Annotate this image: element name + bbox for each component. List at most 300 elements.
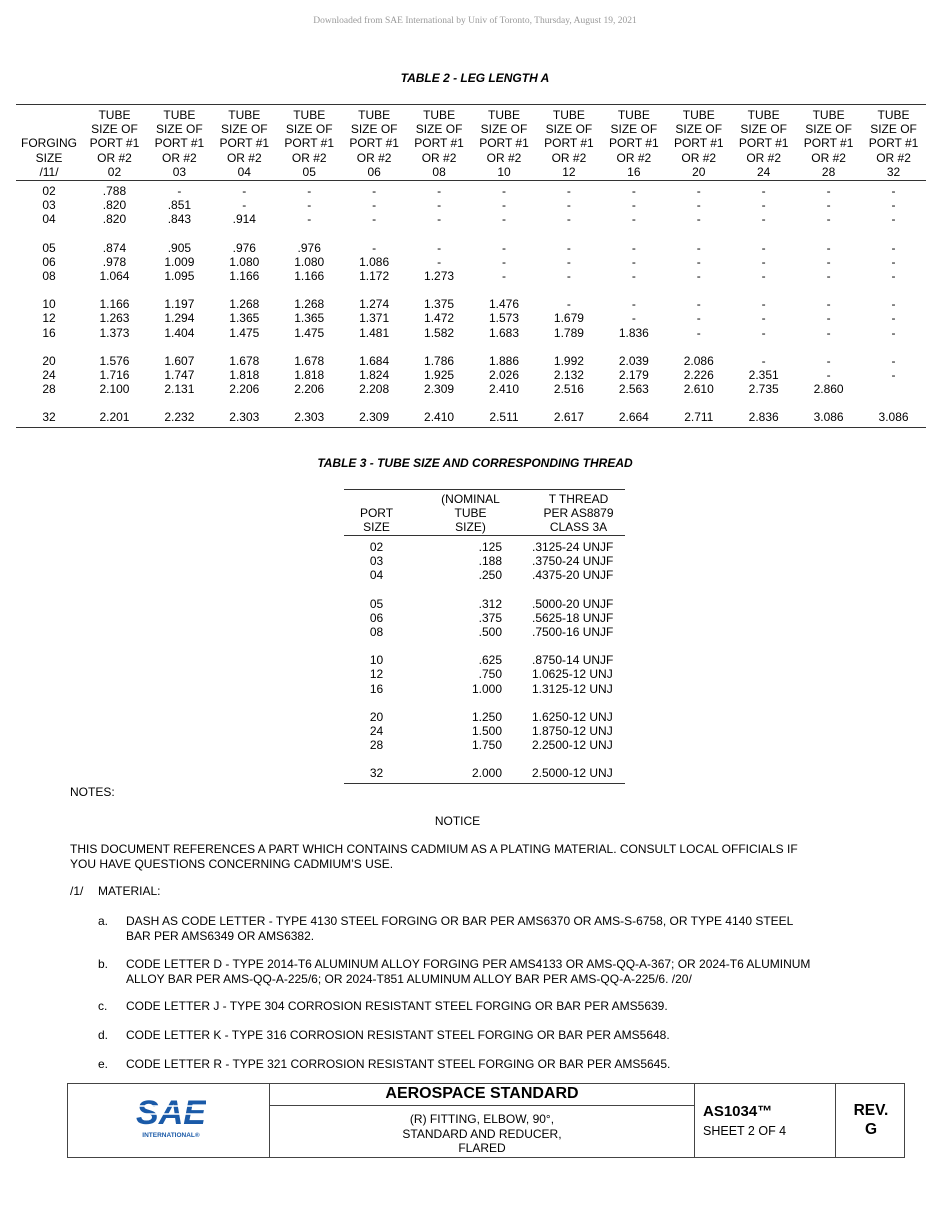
table2-header-cell: OR #2 <box>551 150 587 165</box>
table-cell: 12 <box>42 311 56 326</box>
table2-header-cell: 10 <box>497 164 511 179</box>
table-cell: 1.268 <box>294 297 325 312</box>
table-row <box>16 269 926 283</box>
material-item-letter: a. <box>98 914 109 928</box>
table2-header-cell: PORT #1 <box>673 136 724 151</box>
table2-header-cell: PORT #1 <box>738 136 789 151</box>
table-cell: .5625-18 UNJF <box>532 610 614 625</box>
table-cell: 2.179 <box>618 368 649 383</box>
table-cell: 1.476 <box>488 297 519 312</box>
table-cell: 1.273 <box>424 269 455 284</box>
table-cell: 1.836 <box>618 325 649 340</box>
table-cell: 1.404 <box>164 325 195 340</box>
table-cell: - <box>761 325 766 340</box>
table-cell: - <box>242 198 247 213</box>
table-row <box>344 696 625 724</box>
notice-text: THIS DOCUMENT REFERENCES A PART WHICH CONTAINS CADMIUM AS A PLATING MATERIAL. CONSULT LOCAL OFFICIALS IF YOU HAVE QUESTIONS CONCERNING CADMIUM’S USE. <box>70 842 798 871</box>
table-cell: 2.5000-12 UNJ <box>532 766 613 781</box>
table2-header-cell: SIZE OF <box>740 122 788 137</box>
table-row <box>344 554 625 568</box>
table-cell: .750 <box>478 667 502 682</box>
table-cell: - <box>826 325 831 340</box>
doc-number: AS1034™ <box>703 1103 773 1120</box>
table-row <box>16 340 926 368</box>
table-cell: 08 <box>369 625 384 640</box>
table-cell: .4375-20 UNJF <box>532 568 614 583</box>
table-cell: .250 <box>478 568 502 583</box>
table-row <box>344 611 625 625</box>
table-cell: 1.500 <box>471 724 502 739</box>
table2-header-cell: SIZE OF <box>156 122 203 137</box>
table-cell: - <box>566 240 571 255</box>
table-cell: - <box>437 240 442 255</box>
table-cell: - <box>826 353 831 368</box>
table2-header-cell: SIZE OF <box>91 122 138 137</box>
table2-header-cell: TUBE <box>552 108 585 122</box>
table-cell: - <box>696 297 701 312</box>
table2-header-cell: TUBE <box>358 108 391 122</box>
table-cell: 2.206 <box>229 382 260 397</box>
table-cell: 1.886 <box>488 353 519 368</box>
table-cell: 02 <box>42 184 56 199</box>
table-cell: 1.197 <box>164 297 195 312</box>
table-cell: .500 <box>478 625 502 640</box>
table-cell: 1.824 <box>359 368 390 383</box>
table-cell: 28 <box>42 382 56 397</box>
table-row <box>16 396 926 427</box>
table-cell: - <box>826 254 831 269</box>
table-cell: .125 <box>478 540 502 554</box>
table-cell: 1.818 <box>229 368 260 383</box>
table2-header-cell: SIZE OF <box>805 122 852 137</box>
table-cell: 1.375 <box>424 297 455 312</box>
table2-header-cell: 05 <box>302 164 316 179</box>
table-cell: .7500-16 UNJF <box>532 625 614 640</box>
table-cell: - <box>566 184 571 199</box>
table2-header-cell: SIZE OF <box>285 122 333 137</box>
table-cell: 2.100 <box>99 382 130 397</box>
table-cell: .375 <box>478 610 502 625</box>
table2-header-cell: 32 <box>886 164 901 179</box>
table-cell: - <box>761 212 766 227</box>
table-cell: 3.086 <box>813 410 844 425</box>
table2-header-cell: TUBE <box>163 108 196 122</box>
table-cell: 04 <box>369 568 384 583</box>
table-cell: .905 <box>167 240 192 255</box>
material-num: /1/ <box>70 884 84 898</box>
table2-header-cell: SIZE OF <box>220 122 268 137</box>
table-cell: 10 <box>369 653 384 668</box>
table2-header-cell: OR #2 <box>876 150 911 165</box>
table2-header-cell: OR #2 <box>97 150 132 165</box>
revision: REV. G <box>853 1102 889 1138</box>
table-cell: - <box>761 353 766 368</box>
table-cell: - <box>437 198 442 213</box>
table-cell: .5000-20 UNJF <box>532 596 614 611</box>
table-cell: .851 <box>167 198 192 213</box>
table-cell: 1.925 <box>424 368 455 383</box>
table-cell: - <box>891 184 896 199</box>
table-cell: 2.711 <box>684 410 714 425</box>
table-cell: 1.274 <box>359 297 390 312</box>
part-description: (R) FITTING, ELBOW, 90°, STANDARD AND REDUCER, FLARED <box>402 1112 562 1155</box>
table-cell: - <box>372 240 377 255</box>
table-row <box>16 382 926 396</box>
table-cell: 20 <box>42 353 56 368</box>
table-cell: - <box>566 254 571 269</box>
table-cell: .3125-24 UNJF <box>532 540 614 554</box>
table-cell: 1.166 <box>229 269 260 284</box>
table-cell: 03 <box>42 198 56 213</box>
table2-header-cell: OR #2 <box>811 150 846 165</box>
table-cell: - <box>761 198 766 213</box>
table2-header-cell: PORT #1 <box>414 136 464 151</box>
table-cell: 2.351 <box>748 368 779 383</box>
table-cell: - <box>501 254 506 269</box>
table-cell: 1.679 <box>553 311 584 326</box>
table2-header-cell: TUBE <box>617 108 650 122</box>
table-cell: 06 <box>42 254 56 269</box>
table-cell: - <box>826 240 831 255</box>
table-cell: - <box>307 198 312 213</box>
material-item-letter: c. <box>98 999 108 1013</box>
table-cell: 2.2500-12 UNJ <box>532 738 613 753</box>
leg-length-table <box>16 104 926 428</box>
table3-title: TABLE 3 - TUBE SIZE AND CORRESPONDING THREAD <box>317 456 633 470</box>
table-cell: 1.263 <box>99 311 130 326</box>
table-cell: 1.3125-12 UNJ <box>532 681 613 696</box>
table-cell: 2.610 <box>683 382 714 397</box>
table-cell: - <box>696 325 701 340</box>
table-cell: 1.166 <box>99 297 130 312</box>
table-row <box>16 198 926 212</box>
table-cell: - <box>826 368 831 383</box>
table2-header-cell: PORT #1 <box>89 136 140 151</box>
table-cell: 2.563 <box>618 382 649 397</box>
table-row <box>344 738 625 752</box>
table-cell: 1.786 <box>424 353 455 368</box>
table2-header-cell: FORGING <box>21 136 77 151</box>
table-cell: - <box>372 198 377 213</box>
table2-header-cell: SIZE OF <box>675 122 723 137</box>
table-cell: 1.607 <box>164 353 195 368</box>
table2-header-cell: PORT #1 <box>284 136 335 151</box>
table-cell: 1.080 <box>294 254 325 269</box>
table-cell: 1.789 <box>553 325 584 340</box>
table-cell: - <box>307 184 312 199</box>
table-cell: 1.472 <box>424 311 455 326</box>
table-cell: - <box>501 184 506 199</box>
table2-header-cell: OR #2 <box>486 150 522 165</box>
table-cell: 2.086 <box>683 353 714 368</box>
table-cell: - <box>891 198 896 213</box>
table-cell: 1.080 <box>229 254 260 269</box>
table2-header-cell: 28 <box>821 164 836 179</box>
table2-header-cell: PORT #1 <box>349 136 399 151</box>
table2-header-cell: PORT #1 <box>803 136 854 151</box>
table2-header-cell: OR #2 <box>681 150 717 165</box>
material-item-text: CODE LETTER K - TYPE 316 CORROSION RESISTANT STEEL FORGING OR BAR PER AMS5648. <box>126 1028 670 1042</box>
table2-header-cell: TUBE <box>423 108 456 122</box>
table-cell: 1.716 <box>99 368 130 383</box>
table2-header-cell <box>16 105 82 123</box>
table2-header-cell: OR #2 <box>421 150 457 165</box>
table-cell: - <box>696 311 701 326</box>
table-cell: - <box>826 198 831 213</box>
table-cell: 08 <box>42 269 56 284</box>
table2-header-cell: TUBE <box>812 108 845 122</box>
notes-label: NOTES: <box>70 785 115 799</box>
table2-header-cell: PORT #1 <box>154 136 205 151</box>
table2-header-cell <box>16 122 82 136</box>
table-cell: - <box>566 297 571 312</box>
table-cell: .8750-14 UNJF <box>532 653 614 668</box>
table-row <box>16 212 926 226</box>
table-cell: 32 <box>42 410 56 425</box>
table2-header-cell: TUBE <box>682 108 715 122</box>
table-cell: - <box>631 269 636 284</box>
table-cell: - <box>631 311 636 326</box>
table-row <box>16 326 926 340</box>
table2-header-cell: /11/ <box>39 164 59 179</box>
table-cell: - <box>891 254 896 269</box>
table-cell: 04 <box>42 212 56 227</box>
table-cell: - <box>696 240 701 255</box>
table2-header-cell: TUBE <box>228 108 261 122</box>
table2-header-cell: 03 <box>172 164 187 179</box>
table-cell: - <box>761 254 766 269</box>
table2-header-cell: PORT #1 <box>544 136 594 151</box>
table2-header-cell: TUBE <box>98 108 131 122</box>
table-cell: 1.683 <box>488 325 519 340</box>
table-cell: - <box>696 184 701 199</box>
table-cell: 3.086 <box>878 410 909 425</box>
svg-text:SAE: SAE <box>136 1094 206 1132</box>
table-cell <box>861 382 926 396</box>
table2-header-cell: OR #2 <box>616 150 652 165</box>
table-cell: .188 <box>478 554 502 569</box>
sheet-number: SHEET 2 OF 4 <box>703 1124 787 1138</box>
table-cell: 1.294 <box>164 311 195 326</box>
table-row <box>16 181 926 199</box>
table-cell: - <box>826 184 831 199</box>
table-cell: - <box>696 269 701 284</box>
table-cell: 2.232 <box>164 410 195 425</box>
table-cell: .978 <box>102 254 127 269</box>
table-cell: 1.475 <box>229 325 260 340</box>
table-cell: 1.365 <box>294 311 325 326</box>
table-cell: 1.009 <box>164 254 195 269</box>
table-cell: 2.131 <box>164 382 195 397</box>
table-cell: 03 <box>369 554 384 569</box>
title-block <box>67 1083 905 1158</box>
table-row <box>344 536 625 555</box>
table-cell: - <box>566 198 571 213</box>
table-cell: - <box>631 297 636 312</box>
table-cell: - <box>177 184 182 199</box>
table-cell: - <box>761 184 766 199</box>
table-row <box>16 255 926 269</box>
table-cell: .3750-24 UNJF <box>532 554 614 569</box>
table-cell: - <box>761 297 766 312</box>
table-cell: 06 <box>369 610 384 625</box>
table-cell: 2.309 <box>424 382 455 397</box>
table-cell: .820 <box>102 212 127 227</box>
material-item-text: CODE LETTER J - TYPE 304 CORROSION RESISTANT STEEL FORGING OR BAR PER AMS5639. <box>126 999 668 1013</box>
table2-header-cell: SIZE OF <box>545 122 593 137</box>
table-cell: 1.582 <box>424 325 455 340</box>
table2-header-cell: 02 <box>107 164 122 179</box>
table2-header-cell: PORT #1 <box>609 136 659 151</box>
material-label: MATERIAL: <box>98 884 161 898</box>
table2-header-cell: OR #2 <box>746 150 782 165</box>
table-cell: 1.684 <box>359 353 390 368</box>
table2-header-cell: OR #2 <box>162 150 197 165</box>
table-cell: 2.664 <box>618 410 649 425</box>
table-cell: 16 <box>42 325 56 340</box>
table-cell: - <box>437 184 442 199</box>
table-cell: 02 <box>369 540 384 554</box>
table-row <box>16 368 926 382</box>
table-cell: 1.8750-12 UNJ <box>532 724 613 739</box>
table-cell: - <box>826 269 831 284</box>
material-item-letter: e. <box>98 1057 109 1071</box>
table-cell: 2.516 <box>553 382 584 397</box>
table-cell: .312 <box>478 596 502 611</box>
table-cell: 24 <box>369 724 384 739</box>
col-port-size: PORT SIZE <box>359 506 394 534</box>
table-cell: 2.303 <box>294 410 325 425</box>
table2-header-cell: 06 <box>367 164 381 179</box>
table-row <box>344 568 625 582</box>
table2-header-cell: TUBE <box>293 108 326 122</box>
table-cell: - <box>761 311 766 326</box>
table-cell: 1.678 <box>294 353 325 368</box>
table-cell: - <box>826 297 831 312</box>
table-cell: 05 <box>369 596 384 611</box>
table-cell: 1.6250-12 UNJ <box>532 709 613 724</box>
table-cell: .843 <box>167 212 192 227</box>
table-cell: 2.511 <box>489 410 519 425</box>
table-cell: - <box>501 269 506 284</box>
table-cell: - <box>242 184 247 199</box>
table2-header-cell: TUBE <box>747 108 780 122</box>
table-row <box>344 682 625 696</box>
table-row <box>344 625 625 639</box>
table-row <box>16 283 926 311</box>
table-cell: 1.678 <box>229 353 260 368</box>
table-cell: 1.573 <box>488 311 519 326</box>
table-cell: 05 <box>42 240 56 255</box>
table-cell: 2.303 <box>229 410 260 425</box>
table-row <box>344 724 625 738</box>
table-cell: 28 <box>369 738 384 753</box>
notice-title: NOTICE <box>434 814 481 828</box>
table-cell: - <box>891 325 896 340</box>
table-cell: 1.371 <box>359 311 390 326</box>
table-cell: 2.410 <box>424 410 455 425</box>
table-row <box>16 227 926 255</box>
table-cell: - <box>696 212 701 227</box>
table-cell: .788 <box>102 184 127 199</box>
table-cell: 1.576 <box>99 353 130 368</box>
table-cell: 1.475 <box>294 325 325 340</box>
table2-header-cell: SIZE <box>35 150 63 165</box>
material-item-letter: b. <box>98 957 109 971</box>
table-cell: 32 <box>369 766 384 781</box>
table2-header-cell: PORT #1 <box>479 136 529 151</box>
table-cell: 1.166 <box>294 269 325 284</box>
table2-header-cell: OR #2 <box>226 150 262 165</box>
material-item-letter: d. <box>98 1028 109 1042</box>
table-cell: 2.208 <box>359 382 390 397</box>
table2-title: TABLE 2 - LEG LENGTH A <box>400 71 550 85</box>
table-cell: - <box>891 297 896 312</box>
table-cell: - <box>891 240 896 255</box>
table2-header-cell: OR #2 <box>356 150 392 165</box>
table-cell: - <box>891 353 896 368</box>
table-cell: 2.039 <box>618 353 649 368</box>
table2-header-cell: PORT #1 <box>219 136 270 151</box>
table-cell: - <box>891 311 896 326</box>
table-cell: 2.000 <box>471 766 502 781</box>
table-cell: - <box>372 184 377 199</box>
table-cell: 2.860 <box>813 382 844 397</box>
table2-header-cell: OR #2 <box>291 150 327 165</box>
table2-header-cell: SIZE OF <box>870 122 917 137</box>
table-cell: 2.836 <box>748 410 779 425</box>
table-cell: .914 <box>232 212 256 227</box>
table-cell: - <box>307 212 312 227</box>
table-cell: 1.747 <box>164 368 195 383</box>
table2-header-cell: SIZE OF <box>415 122 463 137</box>
table-cell: - <box>891 269 896 284</box>
table-cell: - <box>631 254 636 269</box>
table-cell: - <box>696 198 701 213</box>
table-cell: 1.250 <box>471 709 502 724</box>
table2-header-cell: SIZE OF <box>480 122 528 137</box>
table-cell: 1.268 <box>229 297 260 312</box>
table-cell: - <box>501 198 506 213</box>
table-cell: - <box>566 212 571 227</box>
table-cell: - <box>501 212 506 227</box>
table2-header-cell: 24 <box>757 164 771 179</box>
table-cell: - <box>891 368 896 383</box>
table-cell: - <box>631 198 636 213</box>
table-cell: 1.365 <box>229 311 260 326</box>
table-cell: 2.226 <box>683 368 714 383</box>
table-cell: 2.735 <box>748 382 779 397</box>
table-cell: 1.750 <box>471 738 502 753</box>
table-cell: 1.172 <box>359 269 390 284</box>
material-item-text: CODE LETTER D - TYPE 2014-T6 ALUMINUM ALLOY FORGING PER AMS4133 OR AMS-QQ-A-367; OR 2024-T6 ALUMINUM ALLOY BAR PER AMS-QQ-A-225/6; OR 2024-T851 ALUMINUM ALLOY BAR PER AMS-QQ-A-225/6. /20/ <box>126 957 811 986</box>
material-item-text: DASH AS CODE LETTER - TYPE 4130 STEEL FORGING OR BAR PER AMS6370 OR AMS-S-6758, OR TYPE 4140 STEEL BAR PER AMS6349 OR AMS6382. <box>126 914 794 943</box>
table2-header-cell: TUBE <box>487 108 520 122</box>
table2-header-cell: 20 <box>692 164 706 179</box>
table-cell: 12 <box>369 667 384 682</box>
table2-header-cell: 12 <box>562 164 576 179</box>
table-cell: - <box>372 212 377 227</box>
table-cell: 2.206 <box>294 382 325 397</box>
download-banner: Downloaded from SAE International by Univ of Toronto, Thursday, August 19, 2021 <box>313 16 637 26</box>
table2-header-cell: SIZE OF <box>610 122 658 137</box>
table-cell: - <box>501 240 506 255</box>
table-cell: - <box>891 212 896 227</box>
table-row <box>344 752 625 783</box>
table2-header-cell: 16 <box>627 164 641 179</box>
table-cell: 1.086 <box>359 254 390 269</box>
svg-text:INTERNATIONAL®: INTERNATIONAL® <box>142 1132 200 1139</box>
